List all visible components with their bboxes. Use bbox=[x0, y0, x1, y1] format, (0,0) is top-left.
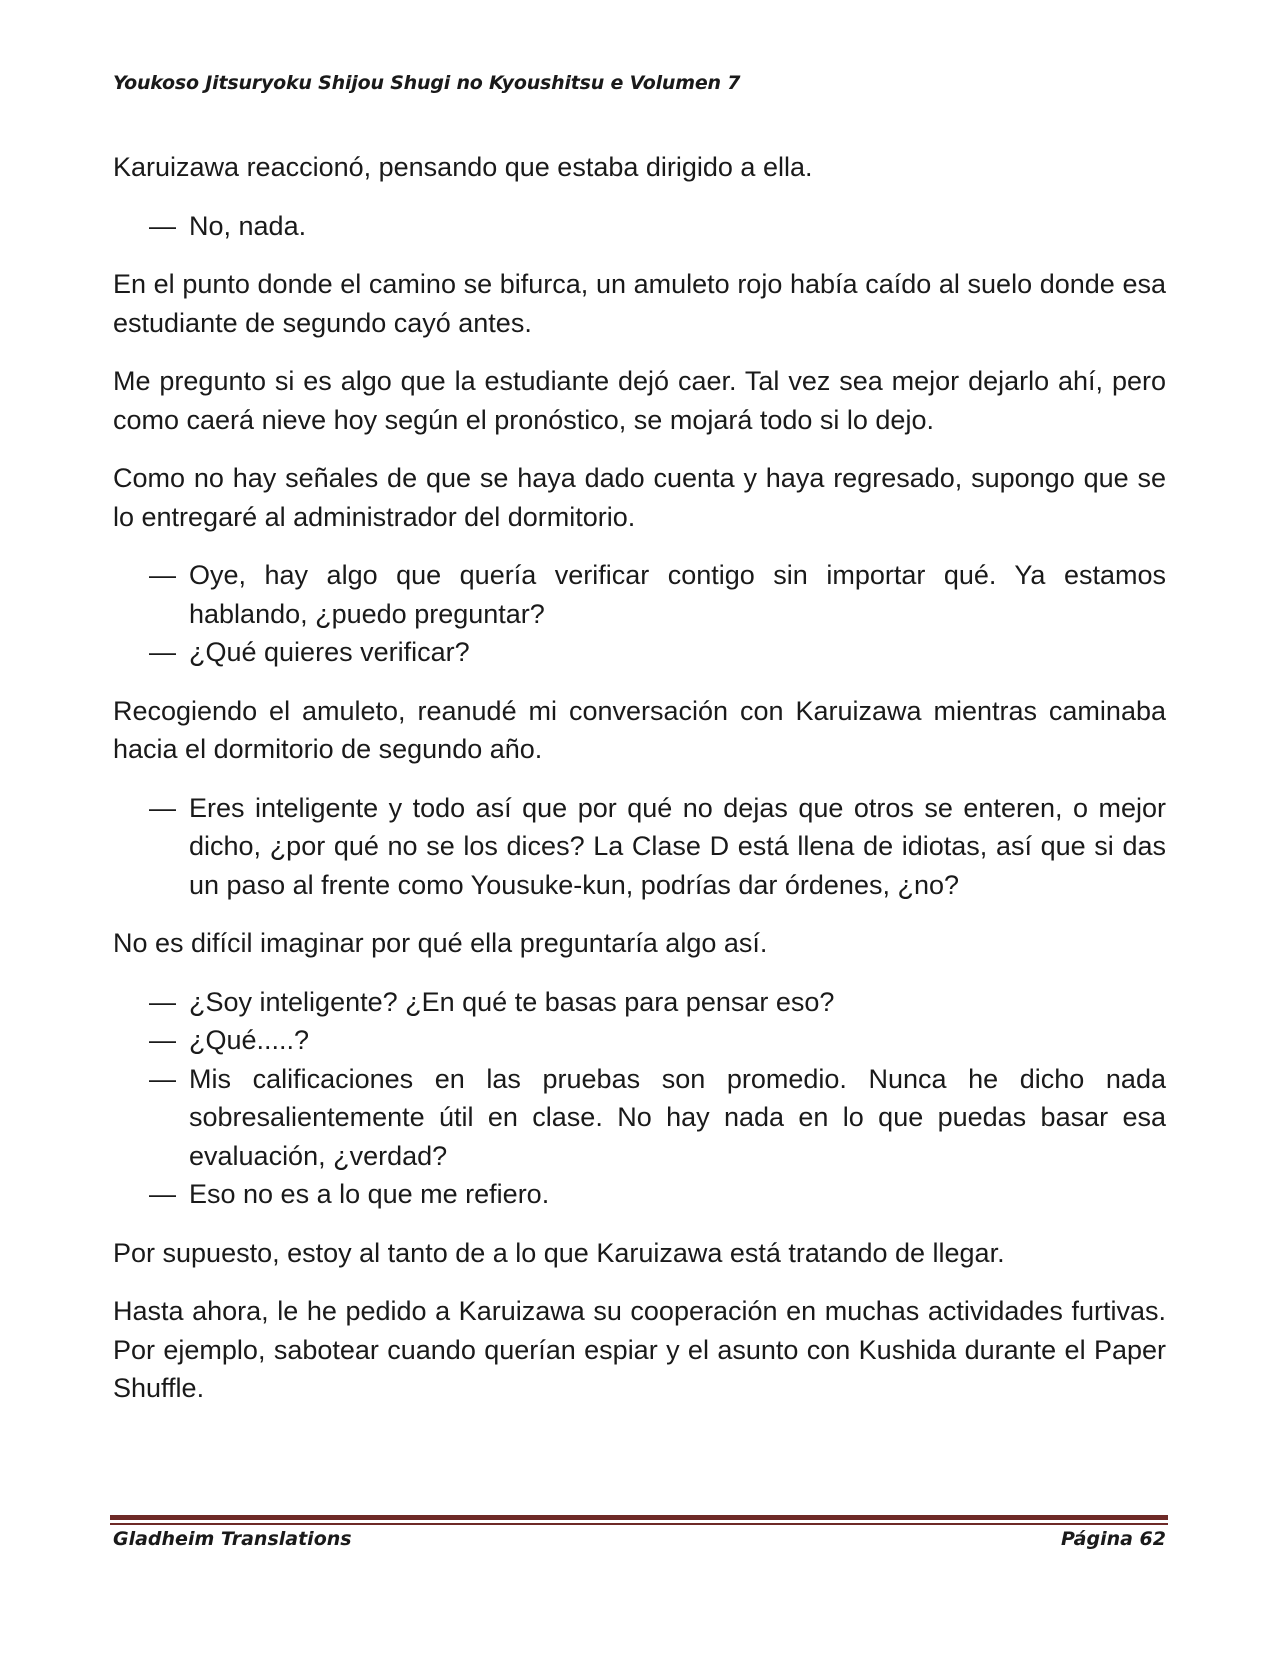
paragraph: Karuizawa reaccionó, pensando que estaba dirigido a ella. bbox=[113, 152, 813, 182]
footer-divider-thin bbox=[110, 1523, 1168, 1525]
dialogue-line bbox=[113, 1060, 1166, 1176]
dialogue-text: ¿Soy inteligente? ¿En qué te basas para pensar eso? bbox=[189, 986, 835, 1017]
dialogue-line bbox=[113, 789, 1166, 905]
dialogue-dash: — bbox=[149, 1063, 176, 1094]
dialogue-text: Mis calificaciones en las pruebas son promedio. Nunca he dicho nada sobresalientemente útil en clase. No hay nada en lo que puedas basar esa evaluación, ¿verdad? bbox=[189, 1063, 1166, 1171]
dialogue-text: ¿Qué.....? bbox=[189, 1025, 310, 1055]
paragraph: Por supuesto, estoy al tanto de a lo que Karuizawa está tratando de llegar. bbox=[113, 1237, 1005, 1268]
dialogue-line bbox=[113, 1175, 1166, 1214]
paragraph: No es difícil imaginar por qué ella preguntaría algo así. bbox=[113, 928, 768, 958]
footer-divider-thick bbox=[110, 1515, 1168, 1520]
dialogue-dash: — bbox=[149, 986, 176, 1017]
paragraph: En el punto donde el camino se bifurca, un amuleto rojo había caído al suelo donde esa estudiante de segundo cayó antes. bbox=[113, 269, 1166, 338]
page-header-title: Youkoso Jitsuryoku Shijou Shugi no Kyoushitsu e Volumen 7 bbox=[113, 72, 741, 94]
dialogue-line bbox=[113, 983, 1166, 1022]
dialogue-line bbox=[113, 207, 1166, 246]
dialogue-dash: — bbox=[149, 637, 176, 667]
dialogue-dash: — bbox=[149, 792, 176, 823]
dialogue-dash: — bbox=[149, 1025, 176, 1055]
dialogue-dash: — bbox=[149, 210, 176, 241]
dialogue-text: Eres inteligente y todo así que por qué no dejas que otros se enteren, o mejor dicho, ¿por qué no se los dices? La Clase D está llena de idiotas, así que si das un paso al frente como Yousuke-kun, podrías dar órdenes, ¿no? bbox=[189, 792, 1166, 900]
dialogue-group bbox=[113, 789, 1166, 905]
paragraph: Recogiendo el amuleto, reanudé mi conversación con Karuizawa mientras caminaba hacia el dormitorio de segundo año. bbox=[113, 695, 1166, 764]
dialogue-group bbox=[113, 556, 1166, 672]
dialogue-dash: — bbox=[149, 560, 176, 590]
dialogue-text: Oye, hay algo que quería verificar contigo sin importar qué. Ya estamos hablando, ¿puedo preguntar? bbox=[189, 560, 1166, 629]
dialogue-line bbox=[113, 556, 1166, 633]
footer-translator: Gladheim Translations bbox=[113, 1528, 352, 1550]
page-body bbox=[113, 148, 1166, 1428]
dialogue-line bbox=[113, 1021, 1166, 1060]
paragraph: Me pregunto si es algo que la estudiante dejó caer. Tal vez sea mejor dejarlo ahí, pero como caerá nieve hoy según el pronóstico, se mojará todo si lo dejo. bbox=[113, 366, 1166, 435]
footer-page-number: Página 62 bbox=[1060, 1528, 1166, 1550]
paragraph: Como no hay señales de que se haya dado cuenta y haya regresado, supongo que se lo entregaré al administrador del dormitorio. bbox=[113, 463, 1166, 532]
dialogue-line bbox=[113, 633, 1166, 672]
dialogue-text: No, nada. bbox=[189, 210, 307, 241]
paragraph: Hasta ahora, le he pedido a Karuizawa su cooperación en muchas actividades furtivas. Por ejemplo, sabotear cuando querían espiar y el asunto con Kushida durante el Paper Shuffle. bbox=[113, 1296, 1166, 1403]
dialogue-group bbox=[113, 207, 1166, 246]
dialogue-group bbox=[113, 983, 1166, 1214]
dialogue-text: Eso no es a lo que me refiero. bbox=[189, 1179, 550, 1209]
dialogue-dash: — bbox=[149, 1179, 176, 1209]
dialogue-text: ¿Qué quieres verificar? bbox=[189, 637, 470, 667]
